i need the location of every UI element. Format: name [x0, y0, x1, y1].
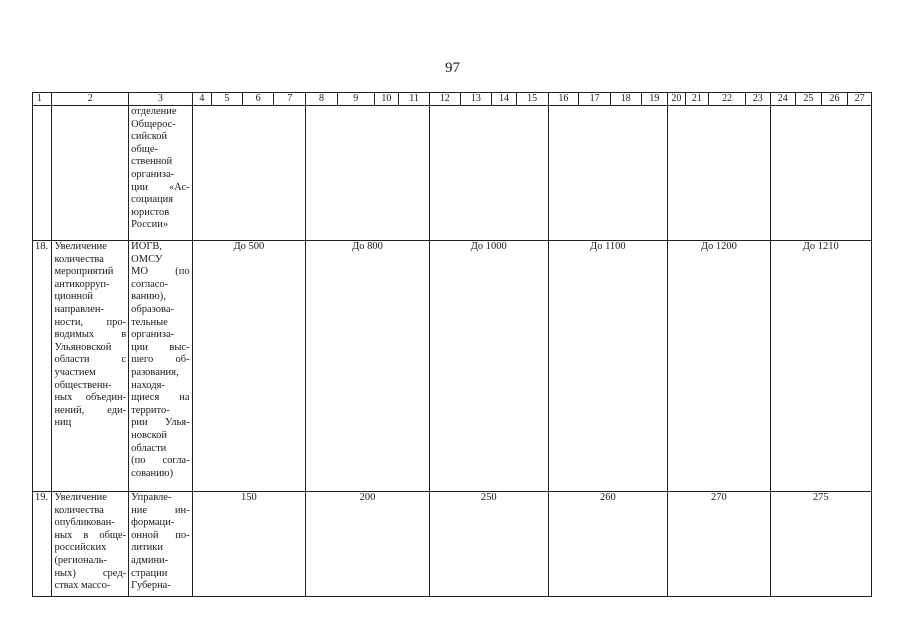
target-value: До 1210: [770, 241, 872, 492]
responsible-org-line: образова-: [131, 303, 174, 315]
header-cell: 9: [337, 93, 374, 106]
indicator-name: [52, 106, 129, 241]
responsible-org-line: ванию),: [131, 291, 166, 303]
header-cell: 1: [33, 93, 52, 106]
target-value: 275: [770, 492, 872, 597]
indicators-table: [32, 92, 872, 597]
responsible-org-line: шего об-: [131, 354, 190, 366]
header-row: [33, 93, 872, 106]
responsible-org-line: тельные: [131, 316, 168, 328]
header-cell: 15: [516, 93, 548, 106]
target-value: [306, 106, 430, 241]
header-cell: 20: [668, 93, 685, 106]
indicator-name-line: количества: [54, 253, 104, 265]
responsible-org-line: админи-: [131, 554, 169, 566]
row-number: 19.: [33, 492, 52, 597]
indicator-name-line: области с: [54, 354, 127, 366]
responsible-org-line: области: [131, 442, 167, 454]
header-cell: 27: [848, 93, 872, 106]
responsible-org: [129, 241, 192, 492]
target-value: До 1100: [548, 241, 668, 492]
target-value: 260: [548, 492, 668, 597]
responsible-org-line: разования,: [131, 366, 179, 378]
target-value: 150: [192, 492, 306, 597]
header-cell: 7: [274, 93, 306, 106]
responsible-org-line: ции «Ас-: [131, 181, 190, 193]
header-cell: 14: [492, 93, 517, 106]
indicator-name-line: ных) сред-: [54, 567, 127, 579]
header-cell: 25: [796, 93, 822, 106]
responsible-org: [129, 492, 192, 597]
responsible-org-line: онной по-: [131, 529, 190, 541]
responsible-org-line: новской: [131, 429, 168, 441]
responsible-org-line: ственной: [131, 156, 173, 168]
table-row: [33, 106, 872, 241]
indicator-name-line: участием: [54, 366, 96, 378]
indicator-name-line: Увеличение: [54, 492, 107, 503]
responsible-org-line: находя-: [131, 379, 165, 391]
indicator-name-line: ниц: [54, 417, 72, 429]
target-value: [192, 106, 306, 241]
target-value: До 800: [306, 241, 430, 492]
target-value: [548, 106, 668, 241]
indicator-name-line: количества: [54, 504, 104, 516]
indicator-name-line: Увеличение: [54, 241, 107, 252]
header-cell: 22: [709, 93, 746, 106]
header-cell: 11: [399, 93, 430, 106]
indicator-name-line: Ульяновской: [54, 341, 112, 353]
page-number: 97: [445, 60, 460, 76]
header-cell: 19: [641, 93, 668, 106]
header-cell: 21: [685, 93, 709, 106]
responsible-org-line: щиеся на: [131, 392, 190, 404]
header-cell: 4: [192, 93, 211, 106]
indicator-name-line: нений, еди-: [54, 404, 127, 416]
target-value: [668, 106, 770, 241]
responsible-org-line: согласо-: [131, 278, 169, 290]
indicator-name: [52, 241, 129, 492]
responsible-org-line: России»: [131, 219, 169, 231]
responsible-org-line: Управле-: [131, 492, 172, 503]
indicator-name-line: российских: [54, 542, 107, 554]
header-cell: 23: [745, 93, 770, 106]
responsible-org-line: ОМСУ: [131, 253, 163, 265]
responsible-org-line: ИОГВ,: [131, 241, 163, 252]
target-value: До 1200: [668, 241, 770, 492]
indicator-name: [52, 492, 129, 597]
indicator-name-line: ных в обще-: [54, 529, 127, 541]
indicator-name-line: направлен-: [54, 303, 104, 315]
target-value: 270: [668, 492, 770, 597]
indicator-name-line: ных объедин-: [54, 392, 127, 404]
header-cell: 3: [129, 93, 192, 106]
indicator-name-line: опубликован-: [54, 517, 115, 529]
header-cell: 8: [306, 93, 338, 106]
responsible-org-line: сованию): [131, 467, 174, 479]
responsible-org-line: организа-: [131, 329, 175, 341]
header-cell: 24: [770, 93, 796, 106]
indicator-name-line: водимых в: [54, 329, 127, 341]
responsible-org-line: Губерна-: [131, 580, 171, 592]
table-row: [33, 492, 872, 597]
row-number: [33, 106, 52, 241]
target-value: 200: [306, 492, 430, 597]
responsible-org-line: ние ин-: [131, 504, 190, 516]
responsible-org-line: ции выс-: [131, 341, 190, 353]
indicator-name-line: мероприятий: [54, 266, 114, 278]
responsible-org-line: литики: [131, 542, 163, 554]
responsible-org-line: рии Улья-: [131, 417, 190, 429]
header-cell: 13: [460, 93, 492, 106]
target-value: До 500: [192, 241, 306, 492]
indicator-name-line: ционной: [54, 291, 94, 303]
responsible-org-line: (по согла-: [131, 455, 190, 467]
responsible-org: [129, 106, 192, 241]
indicator-name-line: (региональ-: [54, 554, 107, 566]
responsible-org-line: социация: [131, 194, 174, 206]
header-cell: 5: [212, 93, 243, 106]
indicator-name-line: антикорруп-: [54, 278, 110, 290]
target-value: [429, 106, 548, 241]
responsible-org-line: отделение: [131, 106, 177, 117]
table-row: [33, 241, 872, 492]
indicator-name-line: ности, про-: [54, 316, 127, 328]
responsible-org-line: обще-: [131, 143, 159, 155]
header-cell: 6: [242, 93, 274, 106]
responsible-org-line: сийской: [131, 131, 168, 143]
row-number: 18.: [33, 241, 52, 492]
header-cell: 12: [429, 93, 460, 106]
target-value: [770, 106, 872, 241]
header-cell: 26: [821, 93, 848, 106]
responsible-org-line: организа-: [131, 168, 175, 180]
responsible-org-line: МО (по: [131, 266, 190, 278]
header-cell: 18: [610, 93, 641, 106]
header-cell: 16: [548, 93, 579, 106]
target-value: 250: [429, 492, 548, 597]
indicator-name-line: ствах массо-: [54, 580, 111, 592]
header-cell: 10: [374, 93, 399, 106]
target-value: До 1000: [429, 241, 548, 492]
responsible-org-line: Общерос-: [131, 118, 176, 130]
header-cell: 2: [52, 93, 129, 106]
responsible-org-line: страции: [131, 567, 168, 579]
responsible-org-line: формаци-: [131, 517, 175, 529]
indicator-name-line: общественн-: [54, 379, 112, 391]
responsible-org-line: юристов: [131, 206, 170, 218]
header-cell: 17: [579, 93, 611, 106]
responsible-org-line: террито-: [131, 404, 170, 416]
